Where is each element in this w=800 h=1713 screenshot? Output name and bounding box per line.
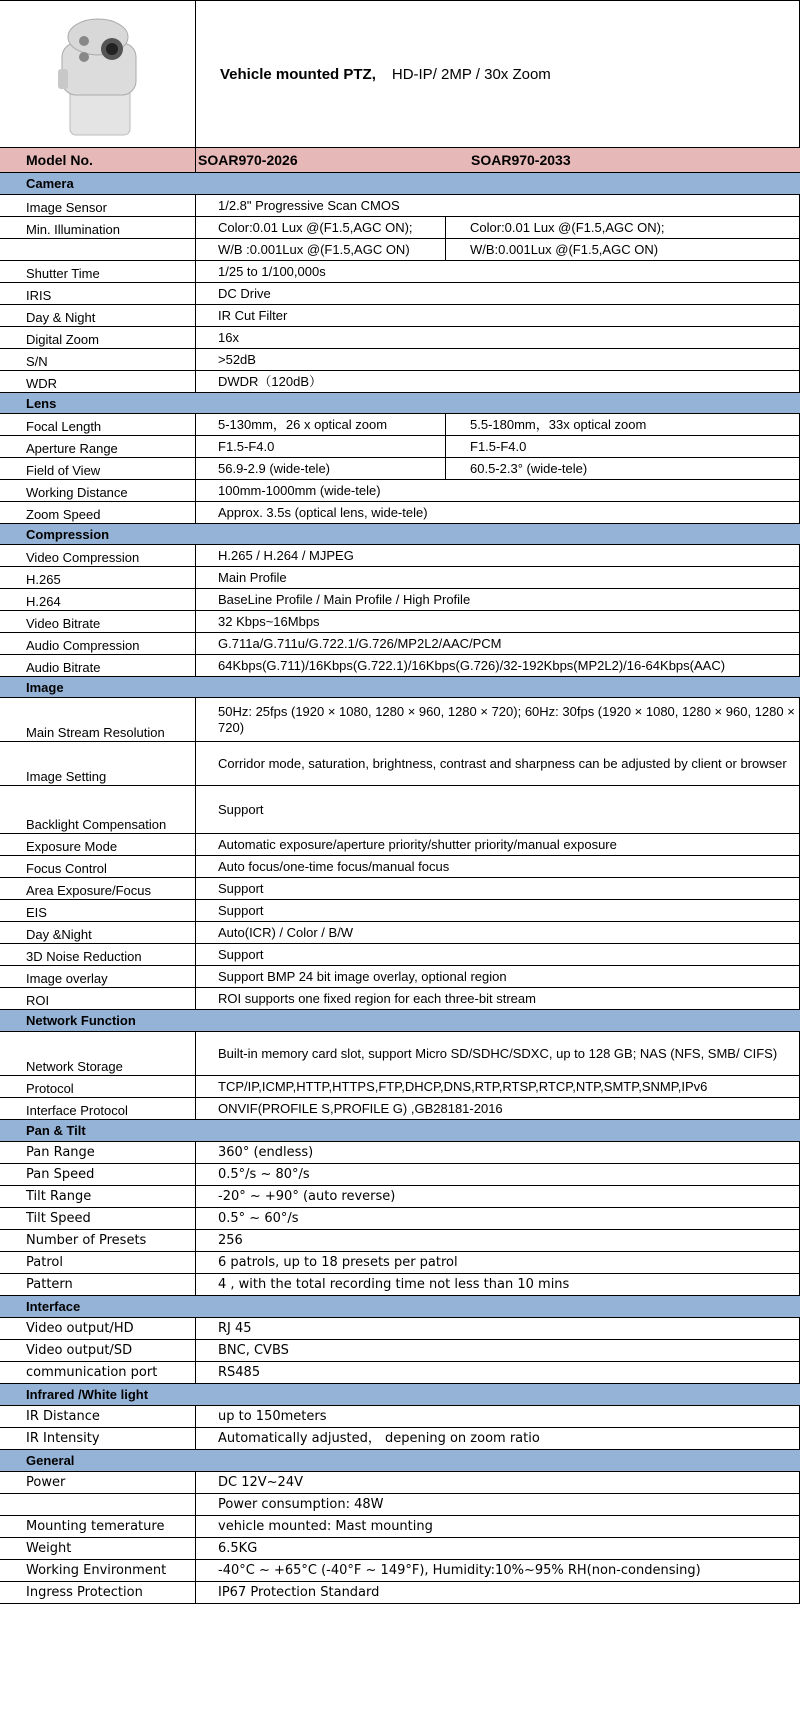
spec-label: Main Stream Resolution [0, 698, 196, 741]
spec-value: Corridor mode, saturation, brightness, contrast and sharpness can be adjusted by client or browser [196, 742, 800, 785]
spec-row [0, 1032, 800, 1076]
spec-row [0, 371, 800, 393]
spec-row [0, 589, 800, 611]
spec-value-model-2: 60.5-2.3° (wide-tele) [470, 460, 588, 476]
spec-value: Automatically adjusted， depening on zoom ratio [196, 1428, 800, 1449]
spec-row [0, 1098, 800, 1120]
spec-value-model-2: Color:0.01 Lux @(F1.5,AGC ON); [470, 219, 665, 235]
spec-label: Pan Range [0, 1142, 196, 1163]
spec-label: Shutter Time [0, 261, 196, 282]
spec-label: Number of Presets [0, 1230, 196, 1251]
spec-label [0, 1494, 196, 1515]
spec-label: Weight [0, 1538, 196, 1559]
section-header: Camera [0, 173, 800, 195]
section-header: General [0, 1450, 800, 1472]
spec-row [0, 1076, 800, 1098]
spec-value: 50Hz: 25fps (1920 × 1080, 1280 × 960, 1280 × 720); 60Hz: 30fps (1920 × 1080, 1280 × 960, 1280 × 720) [196, 698, 800, 741]
spec-label: Mounting temerature [0, 1516, 196, 1537]
spec-row [0, 944, 800, 966]
spec-value: 360° (endless) [196, 1142, 800, 1163]
spec-row [0, 900, 800, 922]
spec-value: IR Cut Filter [196, 305, 800, 326]
spec-row [0, 305, 800, 327]
spec-label: IRIS [0, 283, 196, 304]
product-title [196, 1, 800, 147]
spec-label: ROI [0, 988, 196, 1009]
section-header: Infrared /White light [0, 1384, 800, 1406]
spec-row [0, 1428, 800, 1450]
spec-row [0, 1142, 800, 1164]
spec-label: communication port [0, 1362, 196, 1383]
spec-value: -20° ~ +90° (auto reverse) [196, 1186, 800, 1207]
spec-row [0, 1340, 800, 1362]
spec-row [0, 611, 800, 633]
spec-table [0, 173, 800, 1604]
spec-row [0, 1516, 800, 1538]
spec-value: H.265 / H.264 / MJPEG [196, 545, 800, 566]
header-block [0, 0, 800, 148]
spec-label: WDR [0, 371, 196, 392]
spec-value-model-2: F1.5-F4.0 [470, 438, 527, 454]
spec-row [0, 834, 800, 856]
spec-value: RS485 [196, 1362, 800, 1383]
spec-row [0, 436, 800, 458]
spec-row [0, 217, 800, 239]
spec-row [0, 414, 800, 436]
spec-row [0, 1494, 800, 1516]
spec-row [0, 1252, 800, 1274]
spec-label: Patrol [0, 1252, 196, 1273]
spec-label: H.265 [0, 567, 196, 588]
spec-value: RJ 45 [196, 1318, 800, 1339]
spec-row [0, 283, 800, 305]
spec-label: Field of View [0, 458, 196, 479]
spec-label: Area Exposure/Focus [0, 878, 196, 899]
spec-value-model-2: 5.5-180mm，33x optical zoom [470, 416, 647, 432]
spec-row [0, 1406, 800, 1428]
spec-label: Tilt Range [0, 1186, 196, 1207]
model-row [0, 148, 800, 173]
spec-value: 6.5KG [196, 1538, 800, 1559]
spec-label: Video output/SD [0, 1340, 196, 1361]
spec-label: Pan Speed [0, 1164, 196, 1185]
spec-row [0, 261, 800, 283]
ptz-camera-icon [38, 9, 158, 139]
spec-value: >52dB [196, 349, 800, 370]
spec-label: Pattern [0, 1274, 196, 1295]
spec-value-model-1: W/B :0.001Lux @(F1.5,AGC ON) [196, 239, 446, 260]
spec-label: Image overlay [0, 966, 196, 987]
spec-label: Audio Bitrate [0, 655, 196, 676]
spec-value: DC Drive [196, 283, 800, 304]
spec-value: 32 Kbps~16Mbps [196, 611, 800, 632]
spec-value: Support [196, 944, 800, 965]
spec-row [0, 742, 800, 786]
spec-value: ROI supports one fixed region for each three-bit stream [196, 988, 800, 1009]
spec-label: Focal Length [0, 414, 196, 435]
spec-value: Support BMP 24 bit image overlay, optional region [196, 966, 800, 987]
spec-row [0, 1582, 800, 1604]
spec-label: Image Sensor [0, 195, 196, 216]
spec-row [0, 786, 800, 834]
spec-row [0, 1318, 800, 1340]
spec-row [0, 698, 800, 742]
spec-row [0, 502, 800, 524]
spec-value-model-1: 5-130mm，26 x optical zoom [196, 414, 446, 435]
spec-value: 6 patrols, up to 18 presets per patrol [196, 1252, 800, 1273]
spec-value-model-1: Color:0.01 Lux @(F1.5,AGC ON); [196, 217, 446, 238]
spec-row [0, 545, 800, 567]
section-header: Lens [0, 393, 800, 414]
spec-label: Video output/HD [0, 1318, 196, 1339]
spec-label: Video Bitrate [0, 611, 196, 632]
spec-value: Support [196, 786, 800, 833]
spec-row [0, 480, 800, 502]
spec-values [196, 458, 800, 479]
spec-row [0, 239, 800, 261]
spec-values [196, 217, 800, 238]
spec-value: Auto focus/one-time focus/manual focus [196, 856, 800, 877]
spec-row [0, 655, 800, 677]
spec-label: Audio Compression [0, 633, 196, 654]
spec-row [0, 1362, 800, 1384]
spec-row [0, 1274, 800, 1296]
spec-label: EIS [0, 900, 196, 921]
spec-label: Day & Night [0, 305, 196, 326]
spec-values [196, 414, 800, 435]
spec-value: BNC, CVBS [196, 1340, 800, 1361]
spec-value: ONVIF(PROFILE S,PROFILE G) ,GB28181-2016 [196, 1098, 800, 1119]
spec-value: -40°C ~ +65°C (-40°F ~ 149°F), Humidity:10%~95% RH(non-condensing) [196, 1560, 800, 1581]
spec-value: G.711a/G.711u/G.722.1/G.726/MP2L2/AAC/PCM [196, 633, 800, 654]
spec-row [0, 458, 800, 480]
spec-label: Digital Zoom [0, 327, 196, 348]
spec-row [0, 1230, 800, 1252]
spec-value: 64Kbps(G.711)/16Kbps(G.722.1)/16Kbps(G.726)/32-192Kbps(MP2L2)/16-64Kbps(AAC) [196, 655, 800, 676]
title-bold: Vehicle mounted PTZ, [220, 65, 376, 83]
spec-label: Backlight Compensation [0, 786, 196, 833]
spec-row [0, 1538, 800, 1560]
spec-value: 0.5° ~ 60°/s [196, 1208, 800, 1229]
spec-row [0, 1208, 800, 1230]
spec-label: Video Compression [0, 545, 196, 566]
section-header: Network Function [0, 1010, 800, 1032]
spec-label: S/N [0, 349, 196, 370]
spec-label: Network Storage [0, 1032, 196, 1075]
spec-value: 16x [196, 327, 800, 348]
spec-row [0, 1472, 800, 1494]
spec-row [0, 966, 800, 988]
spec-row [0, 1186, 800, 1208]
spec-label: Working Distance [0, 480, 196, 501]
model-label: Model No. [0, 148, 196, 172]
spec-value: Approx. 3.5s (optical lens, wide-tele) [196, 502, 800, 523]
spec-label: Image Setting [0, 742, 196, 785]
spec-label: Power [0, 1472, 196, 1493]
spec-value: 4 , with the total recording time not less than 10 mins [196, 1274, 800, 1295]
spec-label: Zoom Speed [0, 502, 196, 523]
spec-label: Focus Control [0, 856, 196, 877]
camera-photo [0, 1, 196, 147]
spec-value: DWDR（120dB） [196, 371, 800, 392]
spec-row [0, 988, 800, 1010]
spec-row [0, 567, 800, 589]
spec-label: Exposure Mode [0, 834, 196, 855]
spec-value: vehicle mounted: Mast mounting [196, 1516, 800, 1537]
spec-value-model-1: F1.5-F4.0 [196, 436, 446, 457]
spec-value: 256 [196, 1230, 800, 1251]
spec-value: Main Profile [196, 567, 800, 588]
section-header: Pan & Tilt [0, 1120, 800, 1142]
spec-row [0, 878, 800, 900]
spec-value: Support [196, 878, 800, 899]
spec-values [196, 436, 800, 457]
spec-value-model-1: 56.9-2.9 (wide-tele) [196, 458, 446, 479]
title-rest: HD-IP/ 2MP / 30x Zoom [391, 65, 551, 83]
spec-value: 1/2.8" Progressive Scan CMOS [196, 195, 800, 216]
spec-value: Auto(ICR) / Color / B/W [196, 922, 800, 943]
spec-label: Interface Protocol [0, 1098, 196, 1119]
section-header: Interface [0, 1296, 800, 1318]
spec-row [0, 349, 800, 371]
spec-value-model-2: W/B:0.001Lux @(F1.5,AGC ON) [470, 241, 659, 257]
spec-label: Working Environment [0, 1560, 196, 1581]
spec-row [0, 856, 800, 878]
spec-value: Power consumption: 48W [196, 1494, 800, 1515]
spec-value: 0.5°/s ~ 80°/s [196, 1164, 800, 1185]
spec-value: TCP/IP,ICMP,HTTP,HTTPS,FTP,DHCP,DNS,RTP,RTSP,RTCP,NTP,SMTP,SNMP,IPv6 [196, 1076, 800, 1097]
section-header: Compression [0, 524, 800, 545]
spec-value: 100mm-1000mm (wide-tele) [196, 480, 800, 501]
spec-label: IR Distance [0, 1406, 196, 1427]
spec-label: IR Intensity [0, 1428, 196, 1449]
spec-value: up to 150meters [196, 1406, 800, 1427]
spec-row [0, 1164, 800, 1186]
spec-label: Ingress Protection [0, 1582, 196, 1603]
spec-label: H.264 [0, 589, 196, 610]
spec-label: Protocol [0, 1076, 196, 1097]
spec-row [0, 327, 800, 349]
spec-label: Day &Night [0, 922, 196, 943]
spec-values [196, 239, 800, 260]
model-2: SOAR970-2033 [471, 152, 571, 168]
spec-label [0, 239, 196, 260]
spec-value: BaseLine Profile / Main Profile / High Profile [196, 589, 800, 610]
spec-label: 3D Noise Reduction [0, 944, 196, 965]
spec-value: 1/25 to 1/100,000s [196, 261, 800, 282]
spec-value: DC 12V~24V [196, 1472, 800, 1493]
spec-row [0, 195, 800, 217]
spec-value: Built-in memory card slot, support Micro SD/SDHC/SDXC, up to 128 GB; NAS (NFS, SMB/ CIFS) [196, 1032, 800, 1075]
spec-value: Support [196, 900, 800, 921]
spec-value: Automatic exposure/aperture priority/shutter priority/manual exposure [196, 834, 800, 855]
section-header: Image [0, 677, 800, 698]
model-1: SOAR970-2026 [198, 152, 298, 168]
spec-label: Aperture Range [0, 436, 196, 457]
spec-row [0, 633, 800, 655]
spec-row [0, 1560, 800, 1582]
spec-label: Tilt Speed [0, 1208, 196, 1229]
spec-row [0, 922, 800, 944]
spec-label: Min. Illumination [0, 217, 196, 238]
spec-value: IP67 Protection Standard [196, 1582, 800, 1603]
